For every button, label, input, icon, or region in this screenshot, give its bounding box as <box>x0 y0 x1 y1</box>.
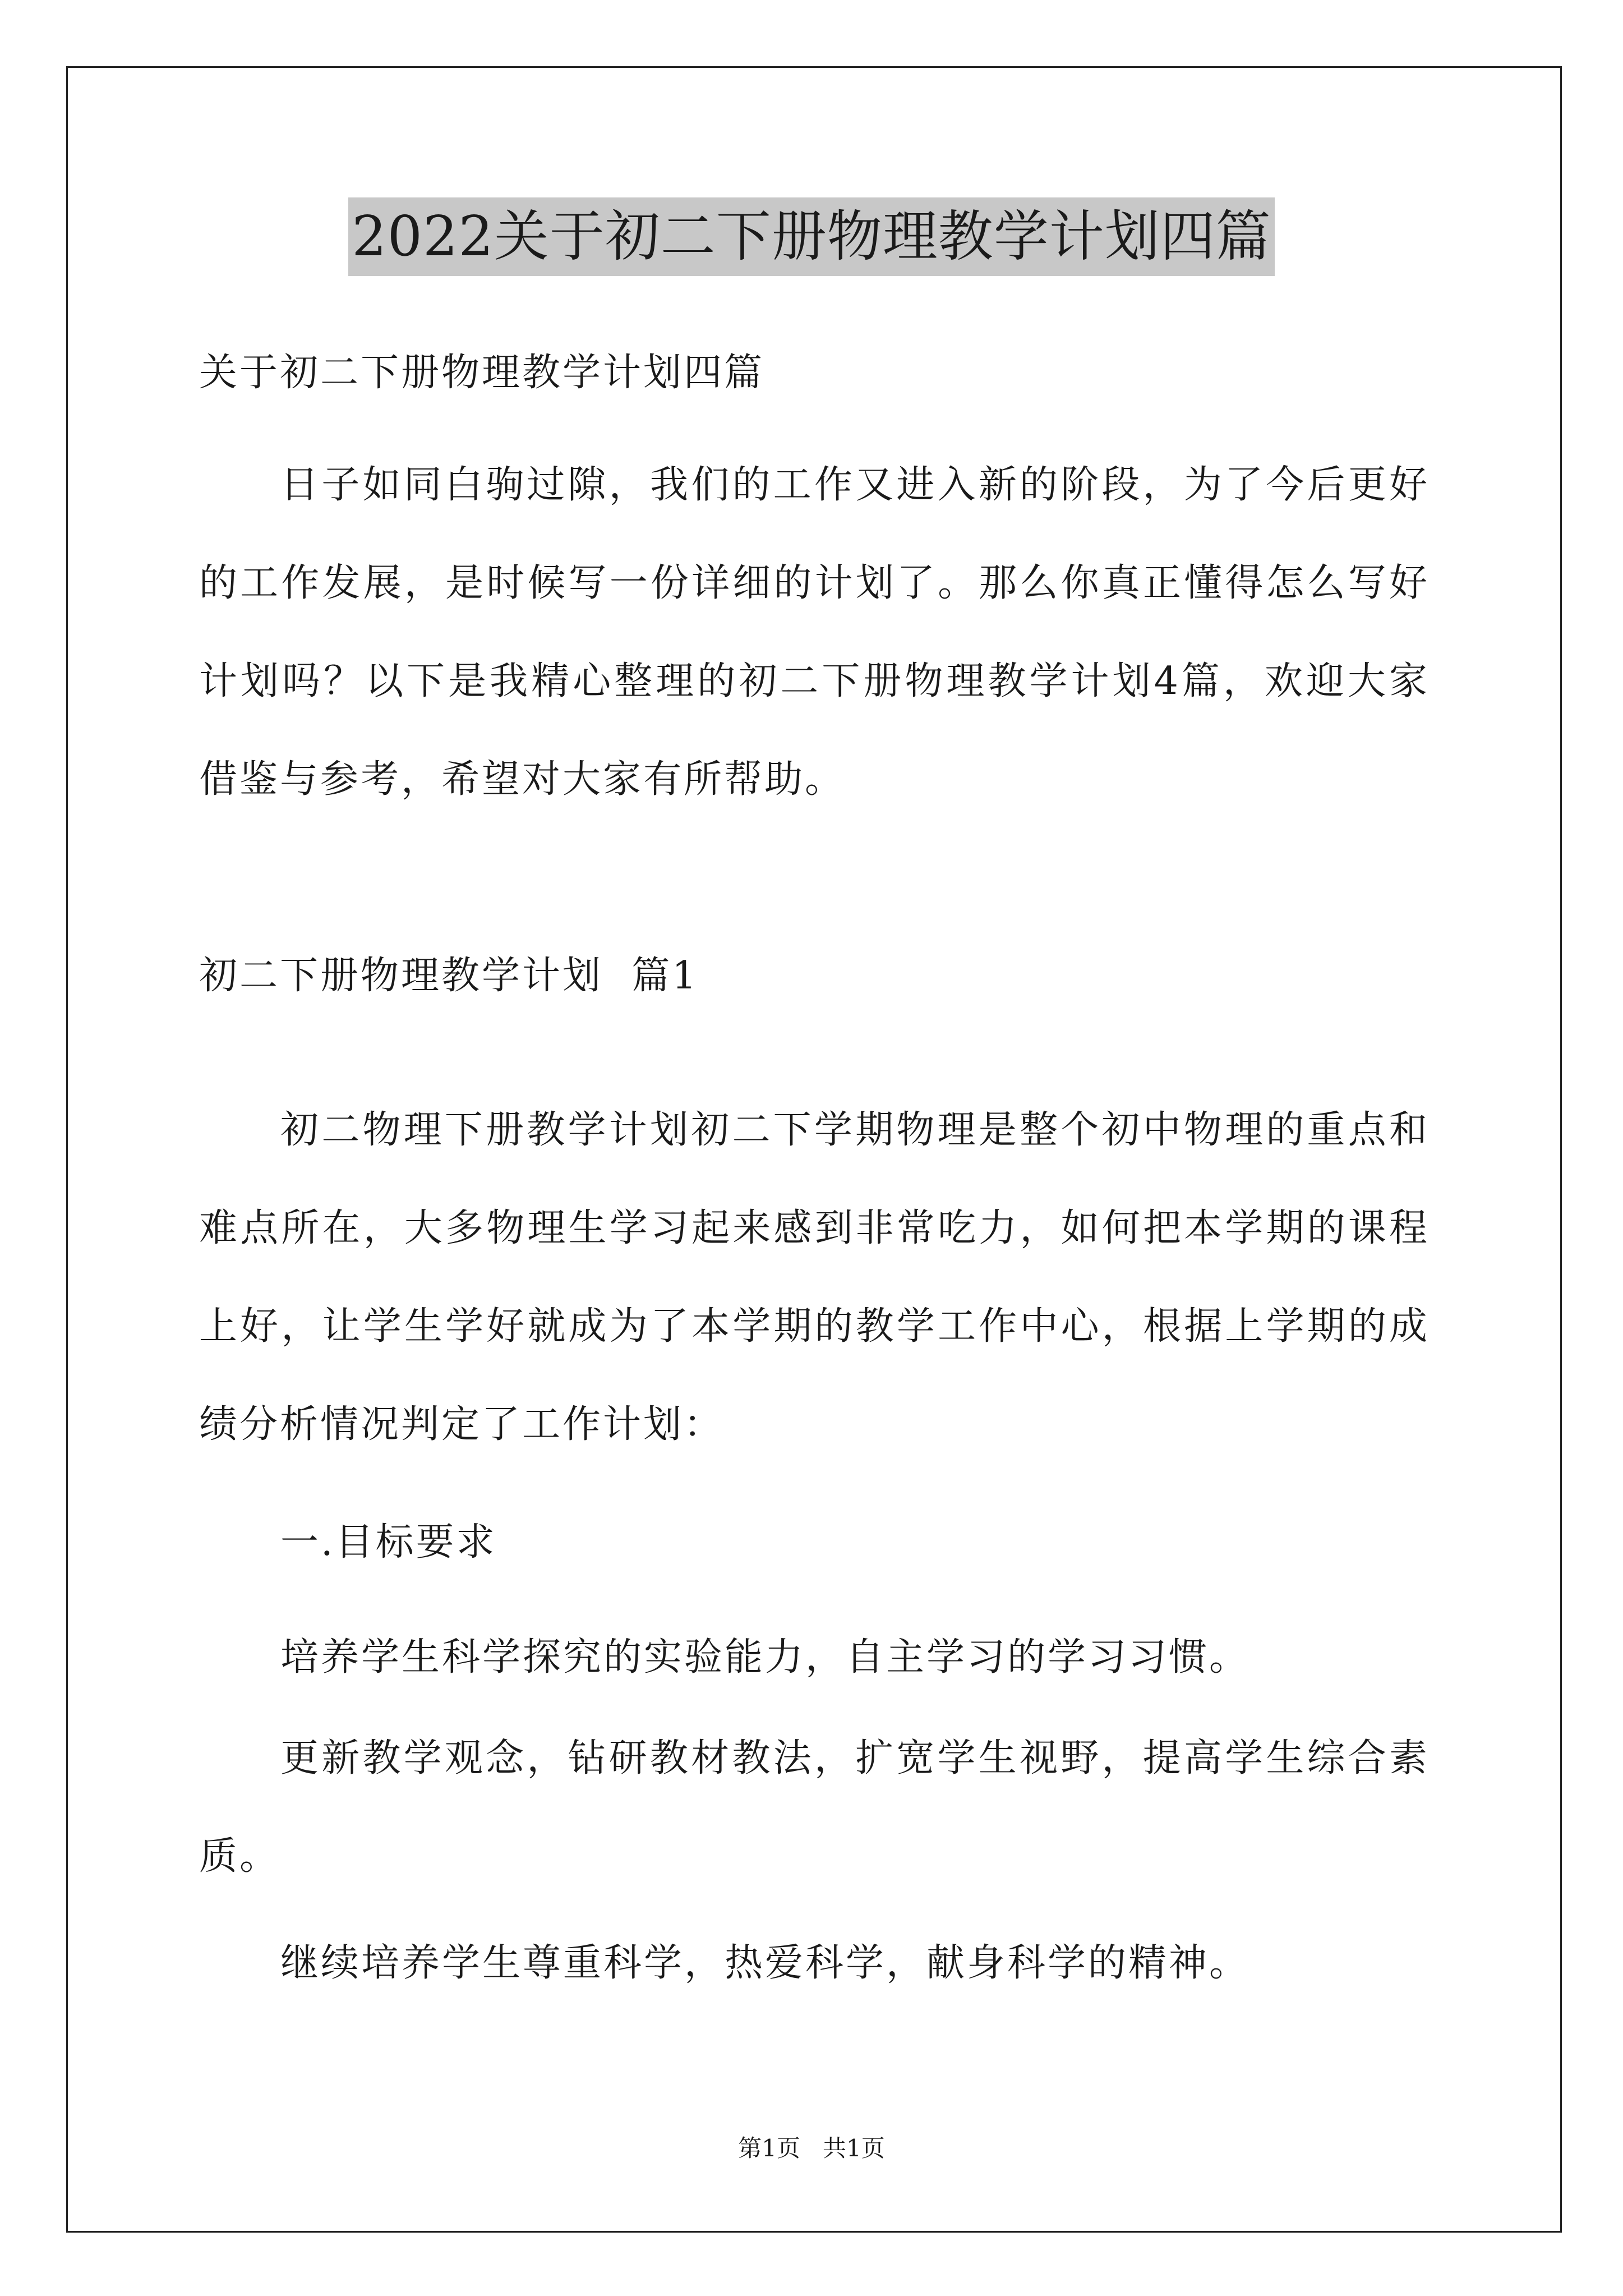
intro-line: 日子如同白驹过隙，我们的工作又进入新的阶段，为了今后更好 <box>280 463 1427 507</box>
goal-heading: 一.目标要求 <box>280 1520 497 1565</box>
document-subtitle: 关于初二下册物理教学计划四篇 <box>199 351 765 395</box>
title-container <box>0 197 1623 276</box>
section-line: 上好，让学生学好就成为了本学期的教学工作中心，根据上学期的成 <box>199 1304 1427 1349</box>
goal-item-line: 更新教学观念，钻研教材教法，扩宽学生视野，提高学生综合素 <box>280 1736 1427 1780</box>
intro-line: 计划吗？以下是我精心整理的初二下册物理教学计划4篇，欢迎大家 <box>199 659 1427 703</box>
document-title: 2022关于初二下册物理教学计划四篇 <box>348 197 1274 276</box>
goal-item: 继续培养学生尊重科学，热爱科学，献身科学的精神。 <box>280 1941 1250 1985</box>
page-number-footer: 第1页 共1页 <box>738 2134 885 2162</box>
goal-item: 培养学生科学探究的实验能力，自主学习的学习习惯。 <box>280 1635 1250 1680</box>
section-line: 初二物理下册教学计划初二下学期物理是整个初中物理的重点和 <box>280 1108 1427 1152</box>
section-heading: 初二下册物理教学计划 篇1 <box>199 954 699 998</box>
section-line: 绩分析情况判定了工作计划： <box>199 1402 725 1447</box>
goal-item-line: 质。 <box>199 1834 280 1879</box>
intro-line: 借鉴与参考，希望对大家有所帮助。 <box>199 757 846 802</box>
section-line: 难点所在，大多物理生学习起来感到非常吃力，如何把本学期的课程 <box>199 1206 1427 1250</box>
intro-line: 的工作发展，是时候写一份详细的计划了。那么你真正懂得怎么写好 <box>199 561 1427 605</box>
